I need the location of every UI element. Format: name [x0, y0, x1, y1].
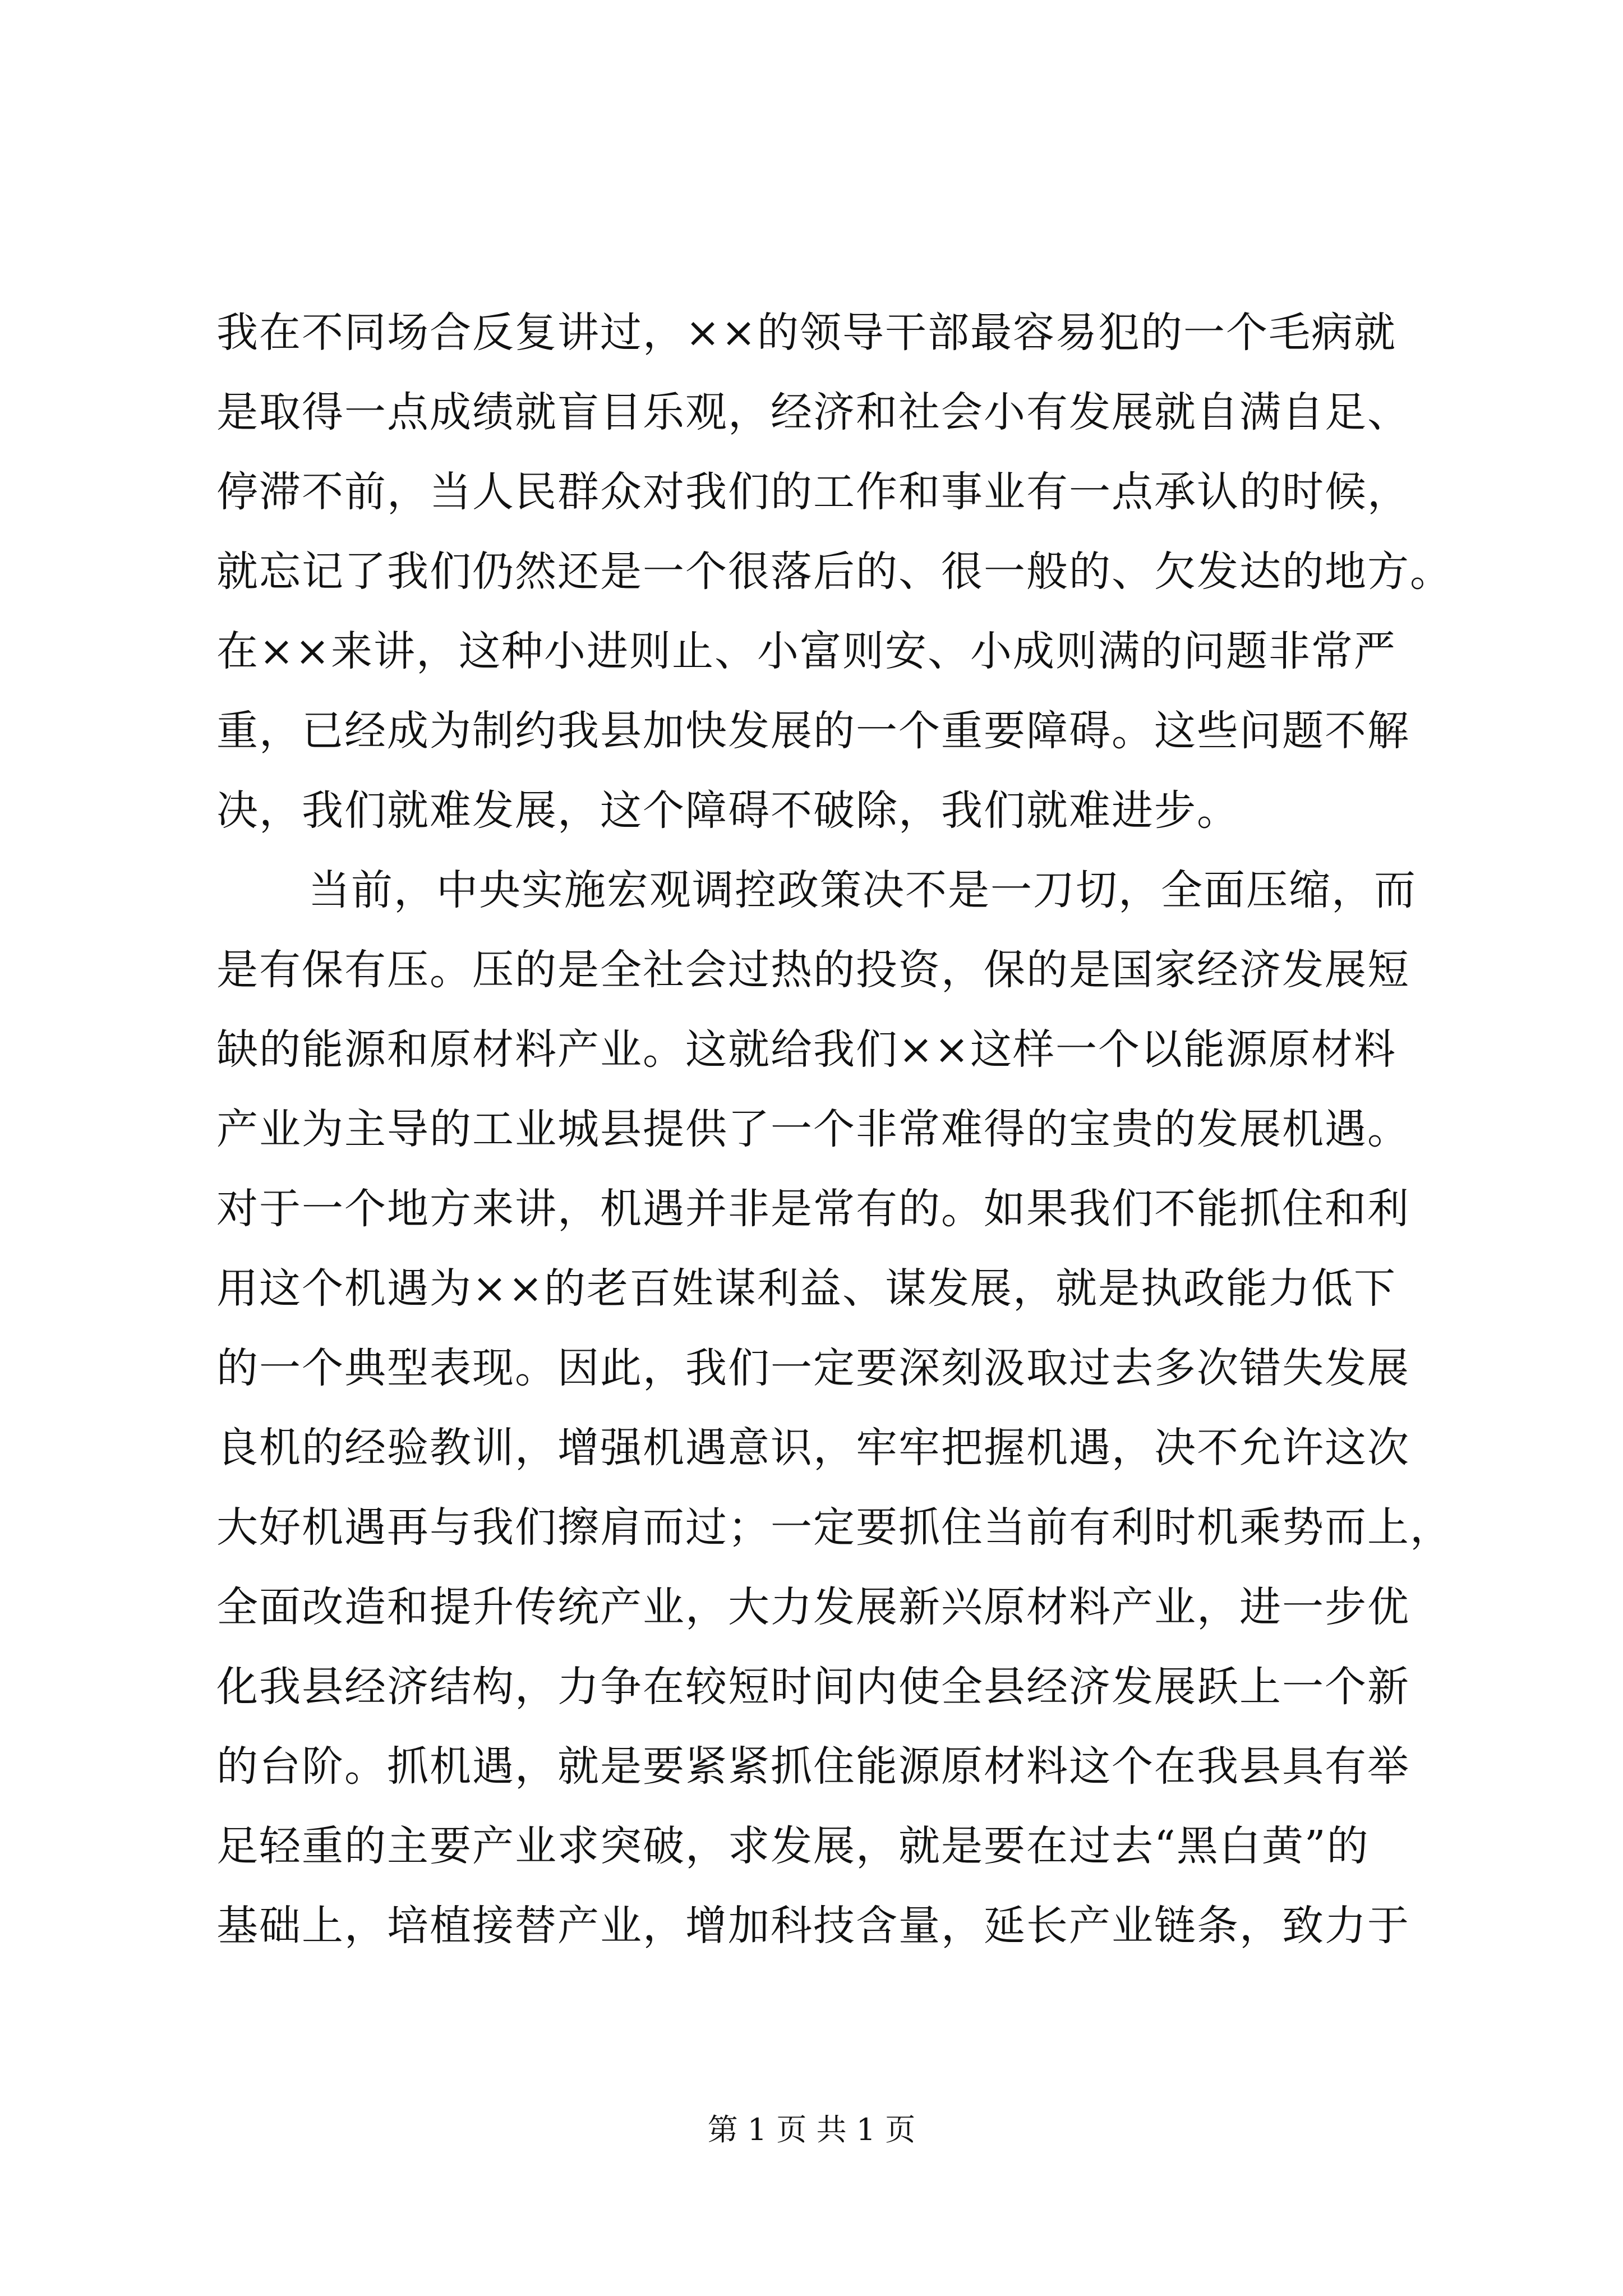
- text-line: 就忘记了我们仍然还是一个很落后的、很一般的、欠发达的地方。: [216, 547, 1453, 596]
- text-line: 重，已经成为制约我县加快发展的一个重要障碍。这些问题不解: [216, 707, 1410, 755]
- text-line: 是有保有压。压的是全社会过热的投资，保的是国家经济发展短: [216, 946, 1410, 994]
- text-line: 良机的经验教训，增强机遇意识，牢牢把握机遇，决不允许这次: [216, 1424, 1410, 1472]
- text-line: 用这个机遇为××的老百姓谋利益、谋发展，就是执政能力低下: [216, 1264, 1397, 1313]
- page-footer: 第 1 页 共 1 页: [707, 2112, 916, 2147]
- text-line: 的台阶。抓机遇，就是要紧紧抓住能源原材料这个在我县具有举: [216, 1742, 1410, 1791]
- text-line: 对于一个地方来讲，机遇并非是常有的。如果我们不能抓住和利: [216, 1185, 1410, 1233]
- text-line-content: 当前，中央实施宏观调控政策决不是一刀切，全面压缩，而: [308, 866, 1417, 914]
- text-line: 全面改造和提升传统产业，大力发展新兴原材料产业，进一步优: [216, 1583, 1410, 1631]
- text-line: 我在不同场合反复讲过，××的领导干部最容易犯的一个毛病就: [216, 309, 1397, 357]
- document-body: [216, 293, 1453, 1966]
- text-line: 决，我们就难发展，这个障碍不破除，我们就难进步。: [216, 786, 1239, 835]
- paragraph-first-line: [216, 850, 1417, 930]
- text-line: 停滞不前，当人民群众对我们的工作和事业有一点承认的时候，: [216, 468, 1410, 516]
- text-line: 缺的能源和原材料产业。这就给我们××这样一个以能源原材料: [216, 1025, 1397, 1074]
- text-line: 是取得一点成绩就盲目乐观，经济和社会小有发展就自满自足、: [216, 388, 1410, 436]
- text-line: 产业为主导的工业城县提供了一个非常难得的宝贵的发展机遇。: [216, 1105, 1410, 1153]
- text-line: 大好机遇再与我们擦肩而过；一定要抓住当前有利时机乘势而上，: [216, 1503, 1453, 1552]
- text-line: 在××来讲，这种小进则止、小富则安、小成则满的问题非常严: [216, 627, 1397, 675]
- text-line: 足轻重的主要产业求突破，求发展，就是要在过去“黑白黄”的: [216, 1822, 1370, 1870]
- text-line: 化我县经济结构，力争在较短时间内使全县经济发展跃上一个新: [216, 1663, 1410, 1711]
- text-line: 的一个典型表现。因此，我们一定要深刻汲取过去多次错失发展: [216, 1344, 1410, 1392]
- text-line: 基础上，培植接替产业，增加科技含量，延长产业链条，致力于: [216, 1902, 1410, 1950]
